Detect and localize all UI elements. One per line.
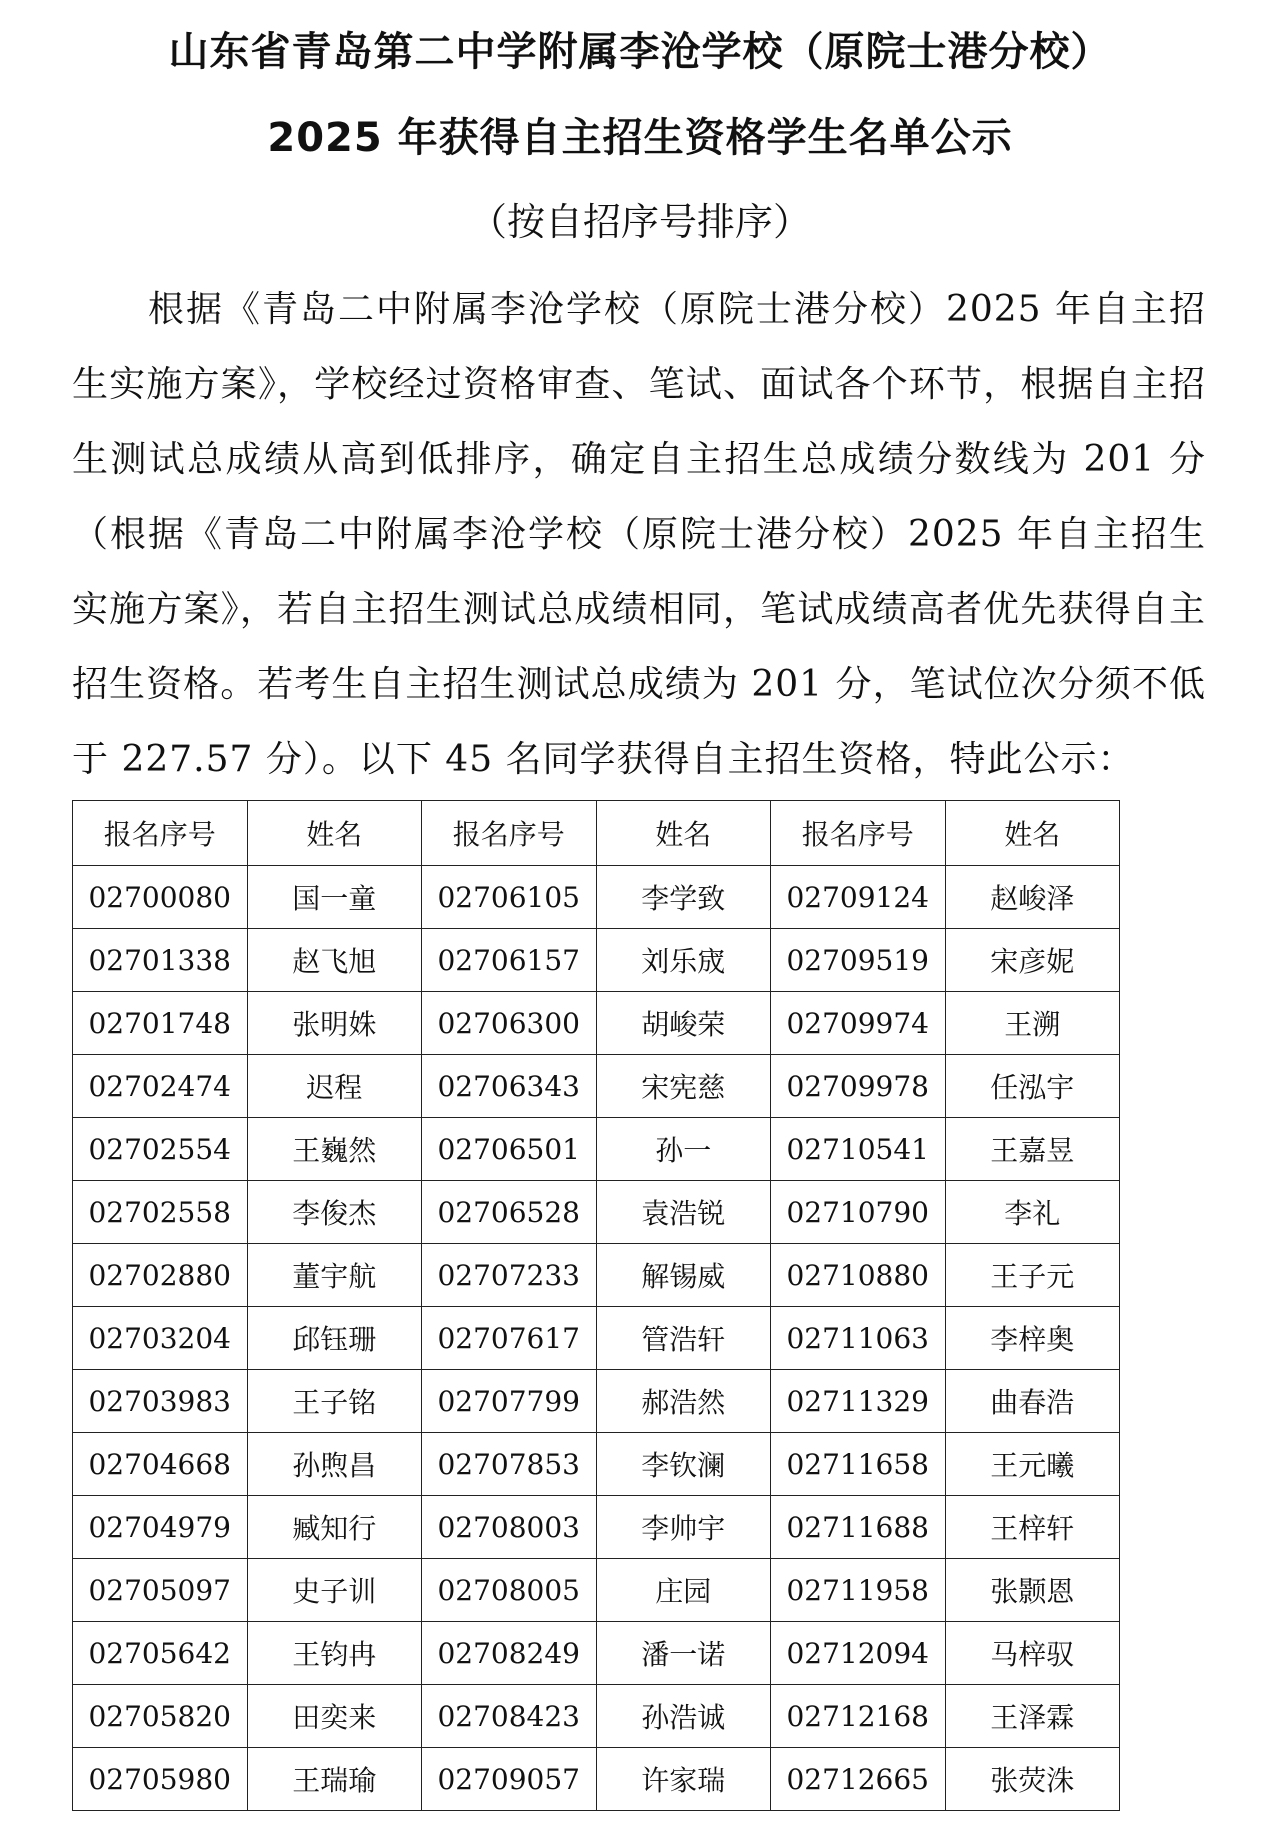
- name-cell: 董宇航: [247, 1244, 422, 1307]
- name-cell: 李俊杰: [247, 1181, 422, 1244]
- table-row: [73, 929, 1120, 992]
- reg-no-cell: 02711658: [771, 1433, 946, 1496]
- table-row: [73, 1748, 1120, 1811]
- name-cell: 许家瑞: [596, 1748, 771, 1811]
- name-cell: 袁浩锐: [596, 1181, 771, 1244]
- reg-no-cell: 02707853: [422, 1433, 597, 1496]
- table-body: [73, 866, 1120, 1811]
- name-cell: 王泽霖: [945, 1685, 1120, 1748]
- table-row: [73, 1496, 1120, 1559]
- name-cell: 曲春浩: [945, 1370, 1120, 1433]
- name-cell: 史子训: [247, 1559, 422, 1622]
- table-row: [73, 1370, 1120, 1433]
- name-cell: 胡峻荣: [596, 992, 771, 1055]
- name-cell: 解锡威: [596, 1244, 771, 1307]
- name-cell: 王子元: [945, 1244, 1120, 1307]
- name-cell: 孙煦昌: [247, 1433, 422, 1496]
- table-row: [73, 1622, 1120, 1685]
- reg-no-cell: 02707799: [422, 1370, 597, 1433]
- reg-no-cell: 02708249: [422, 1622, 597, 1685]
- reg-no-cell: 02708003: [422, 1496, 597, 1559]
- name-cell: 田奕来: [247, 1685, 422, 1748]
- table-row: [73, 1244, 1120, 1307]
- name-cell: 孙浩诚: [596, 1685, 771, 1748]
- reg-no-cell: 02709519: [771, 929, 946, 992]
- table-row: [73, 866, 1120, 929]
- table-row: [73, 1055, 1120, 1118]
- student-roster-table: [72, 800, 1120, 1811]
- name-cell: 王钧冉: [247, 1622, 422, 1685]
- name-cell: 王巍然: [247, 1118, 422, 1181]
- name-cell: 王元曦: [945, 1433, 1120, 1496]
- name-cell: 管浩轩: [596, 1307, 771, 1370]
- name-cell: 张荧洙: [945, 1748, 1120, 1811]
- name-cell: 迟程: [247, 1055, 422, 1118]
- name-cell: 李帅宇: [596, 1496, 771, 1559]
- table-row: [73, 1559, 1120, 1622]
- reg-no-cell: 02707233: [422, 1244, 597, 1307]
- reg-no-cell: 02702558: [73, 1181, 248, 1244]
- name-cell: 任泓宇: [945, 1055, 1120, 1118]
- name-cell: 宋宪慈: [596, 1055, 771, 1118]
- reg-no-cell: 02705820: [73, 1685, 248, 1748]
- reg-no-cell: 02702474: [73, 1055, 248, 1118]
- reg-no-cell: 02700080: [73, 866, 248, 929]
- reg-no-cell: 02709124: [771, 866, 946, 929]
- name-cell: 赵飞旭: [247, 929, 422, 992]
- title-line-1: 山东省青岛第二中学附属李沧学校（原院士港分校）: [168, 29, 1112, 75]
- table-row: [73, 1433, 1120, 1496]
- reg-no-cell: 02705642: [73, 1622, 248, 1685]
- table-row: [73, 1307, 1120, 1370]
- table-row: [73, 1118, 1120, 1181]
- table-row: [73, 992, 1120, 1055]
- reg-no-cell: 02706501: [422, 1118, 597, 1181]
- reg-no-cell: 02712168: [771, 1685, 946, 1748]
- reg-no-cell: 02711688: [771, 1496, 946, 1559]
- name-cell: 张颢恩: [945, 1559, 1120, 1622]
- name-cell: 王梓轩: [945, 1496, 1120, 1559]
- name-cell: 王子铭: [247, 1370, 422, 1433]
- reg-no-cell: 02703204: [73, 1307, 248, 1370]
- reg-no-cell: 02706528: [422, 1181, 597, 1244]
- name-cell: 李钦澜: [596, 1433, 771, 1496]
- reg-no-cell: 02709057: [422, 1748, 597, 1811]
- name-cell: 马梓驭: [945, 1622, 1120, 1685]
- name-cell: 赵峻泽: [945, 866, 1120, 929]
- reg-no-cell: 02705980: [73, 1748, 248, 1811]
- table-row: [73, 1181, 1120, 1244]
- header-name: 姓名: [945, 801, 1120, 866]
- reg-no-cell: 02710790: [771, 1181, 946, 1244]
- reg-no-cell: 02708005: [422, 1559, 597, 1622]
- title-line-2: 2025 年获得自主招生资格学生名单公示: [267, 115, 1013, 161]
- name-cell: 邱钰珊: [247, 1307, 422, 1370]
- name-cell: 王嘉昱: [945, 1118, 1120, 1181]
- header-name: 姓名: [596, 801, 771, 866]
- name-cell: 李学致: [596, 866, 771, 929]
- name-cell: 李礼: [945, 1181, 1120, 1244]
- reg-no-cell: 02710541: [771, 1118, 946, 1181]
- name-cell: 国一童: [247, 866, 422, 929]
- reg-no-cell: 02711958: [771, 1559, 946, 1622]
- table-row: [73, 1685, 1120, 1748]
- header-reg-no: 报名序号: [771, 801, 946, 866]
- reg-no-cell: 02701748: [73, 992, 248, 1055]
- reg-no-cell: 02703983: [73, 1370, 248, 1433]
- reg-no-cell: 02712665: [771, 1748, 946, 1811]
- header-reg-no: 报名序号: [73, 801, 248, 866]
- name-cell: 郝浩然: [596, 1370, 771, 1433]
- name-cell: 王溯: [945, 992, 1120, 1055]
- table-header-row: [73, 801, 1120, 866]
- subtitle: （按自招序号排序）: [468, 200, 811, 244]
- reg-no-cell: 02709978: [771, 1055, 946, 1118]
- reg-no-cell: 02708423: [422, 1685, 597, 1748]
- reg-no-cell: 02711329: [771, 1370, 946, 1433]
- reg-no-cell: 02711063: [771, 1307, 946, 1370]
- name-cell: 孙一: [596, 1118, 771, 1181]
- name-cell: 王瑞瑜: [247, 1748, 422, 1811]
- name-cell: 潘一诺: [596, 1622, 771, 1685]
- header-reg-no: 报名序号: [422, 801, 597, 866]
- reg-no-cell: 02702554: [73, 1118, 248, 1181]
- name-cell: 张明姝: [247, 992, 422, 1055]
- reg-no-cell: 02702880: [73, 1244, 248, 1307]
- reg-no-cell: 02706157: [422, 929, 597, 992]
- reg-no-cell: 02707617: [422, 1307, 597, 1370]
- name-cell: 李梓奥: [945, 1307, 1120, 1370]
- name-cell: 宋彦妮: [945, 929, 1120, 992]
- name-cell: 庄园: [596, 1559, 771, 1622]
- reg-no-cell: 02704979: [73, 1496, 248, 1559]
- reg-no-cell: 02701338: [73, 929, 248, 992]
- reg-no-cell: 02706105: [422, 866, 597, 929]
- reg-no-cell: 02710880: [771, 1244, 946, 1307]
- name-cell: 臧知行: [247, 1496, 422, 1559]
- announcement-paragraph: 根据《青岛二中附属李沧学校（原院士港分校）2025 年自主招生实施方案》，学校经过资格审查、笔试、面试各个环节，根据自主招生测试总成绩从高到低排序，确定自主招生总成绩分数线为 201 分（根据《青岛二中附属李沧学校（原院士港分校）2025 年自主招生实施方案》，若自主招生测试总成绩相同，笔试成绩高者优先获得自主招生资格。若考生自主招生测试总成绩为 201 分，笔试位次分须不低于 227.57 分）。以下 45 名同学获得自主招生资格，特此公示：: [72, 289, 1206, 780]
- name-cell: 刘乐宬: [596, 929, 771, 992]
- reg-no-cell: 02706343: [422, 1055, 597, 1118]
- reg-no-cell: 02712094: [771, 1622, 946, 1685]
- reg-no-cell: 02706300: [422, 992, 597, 1055]
- reg-no-cell: 02705097: [73, 1559, 248, 1622]
- reg-no-cell: 02709974: [771, 992, 946, 1055]
- header-name: 姓名: [247, 801, 422, 866]
- reg-no-cell: 02704668: [73, 1433, 248, 1496]
